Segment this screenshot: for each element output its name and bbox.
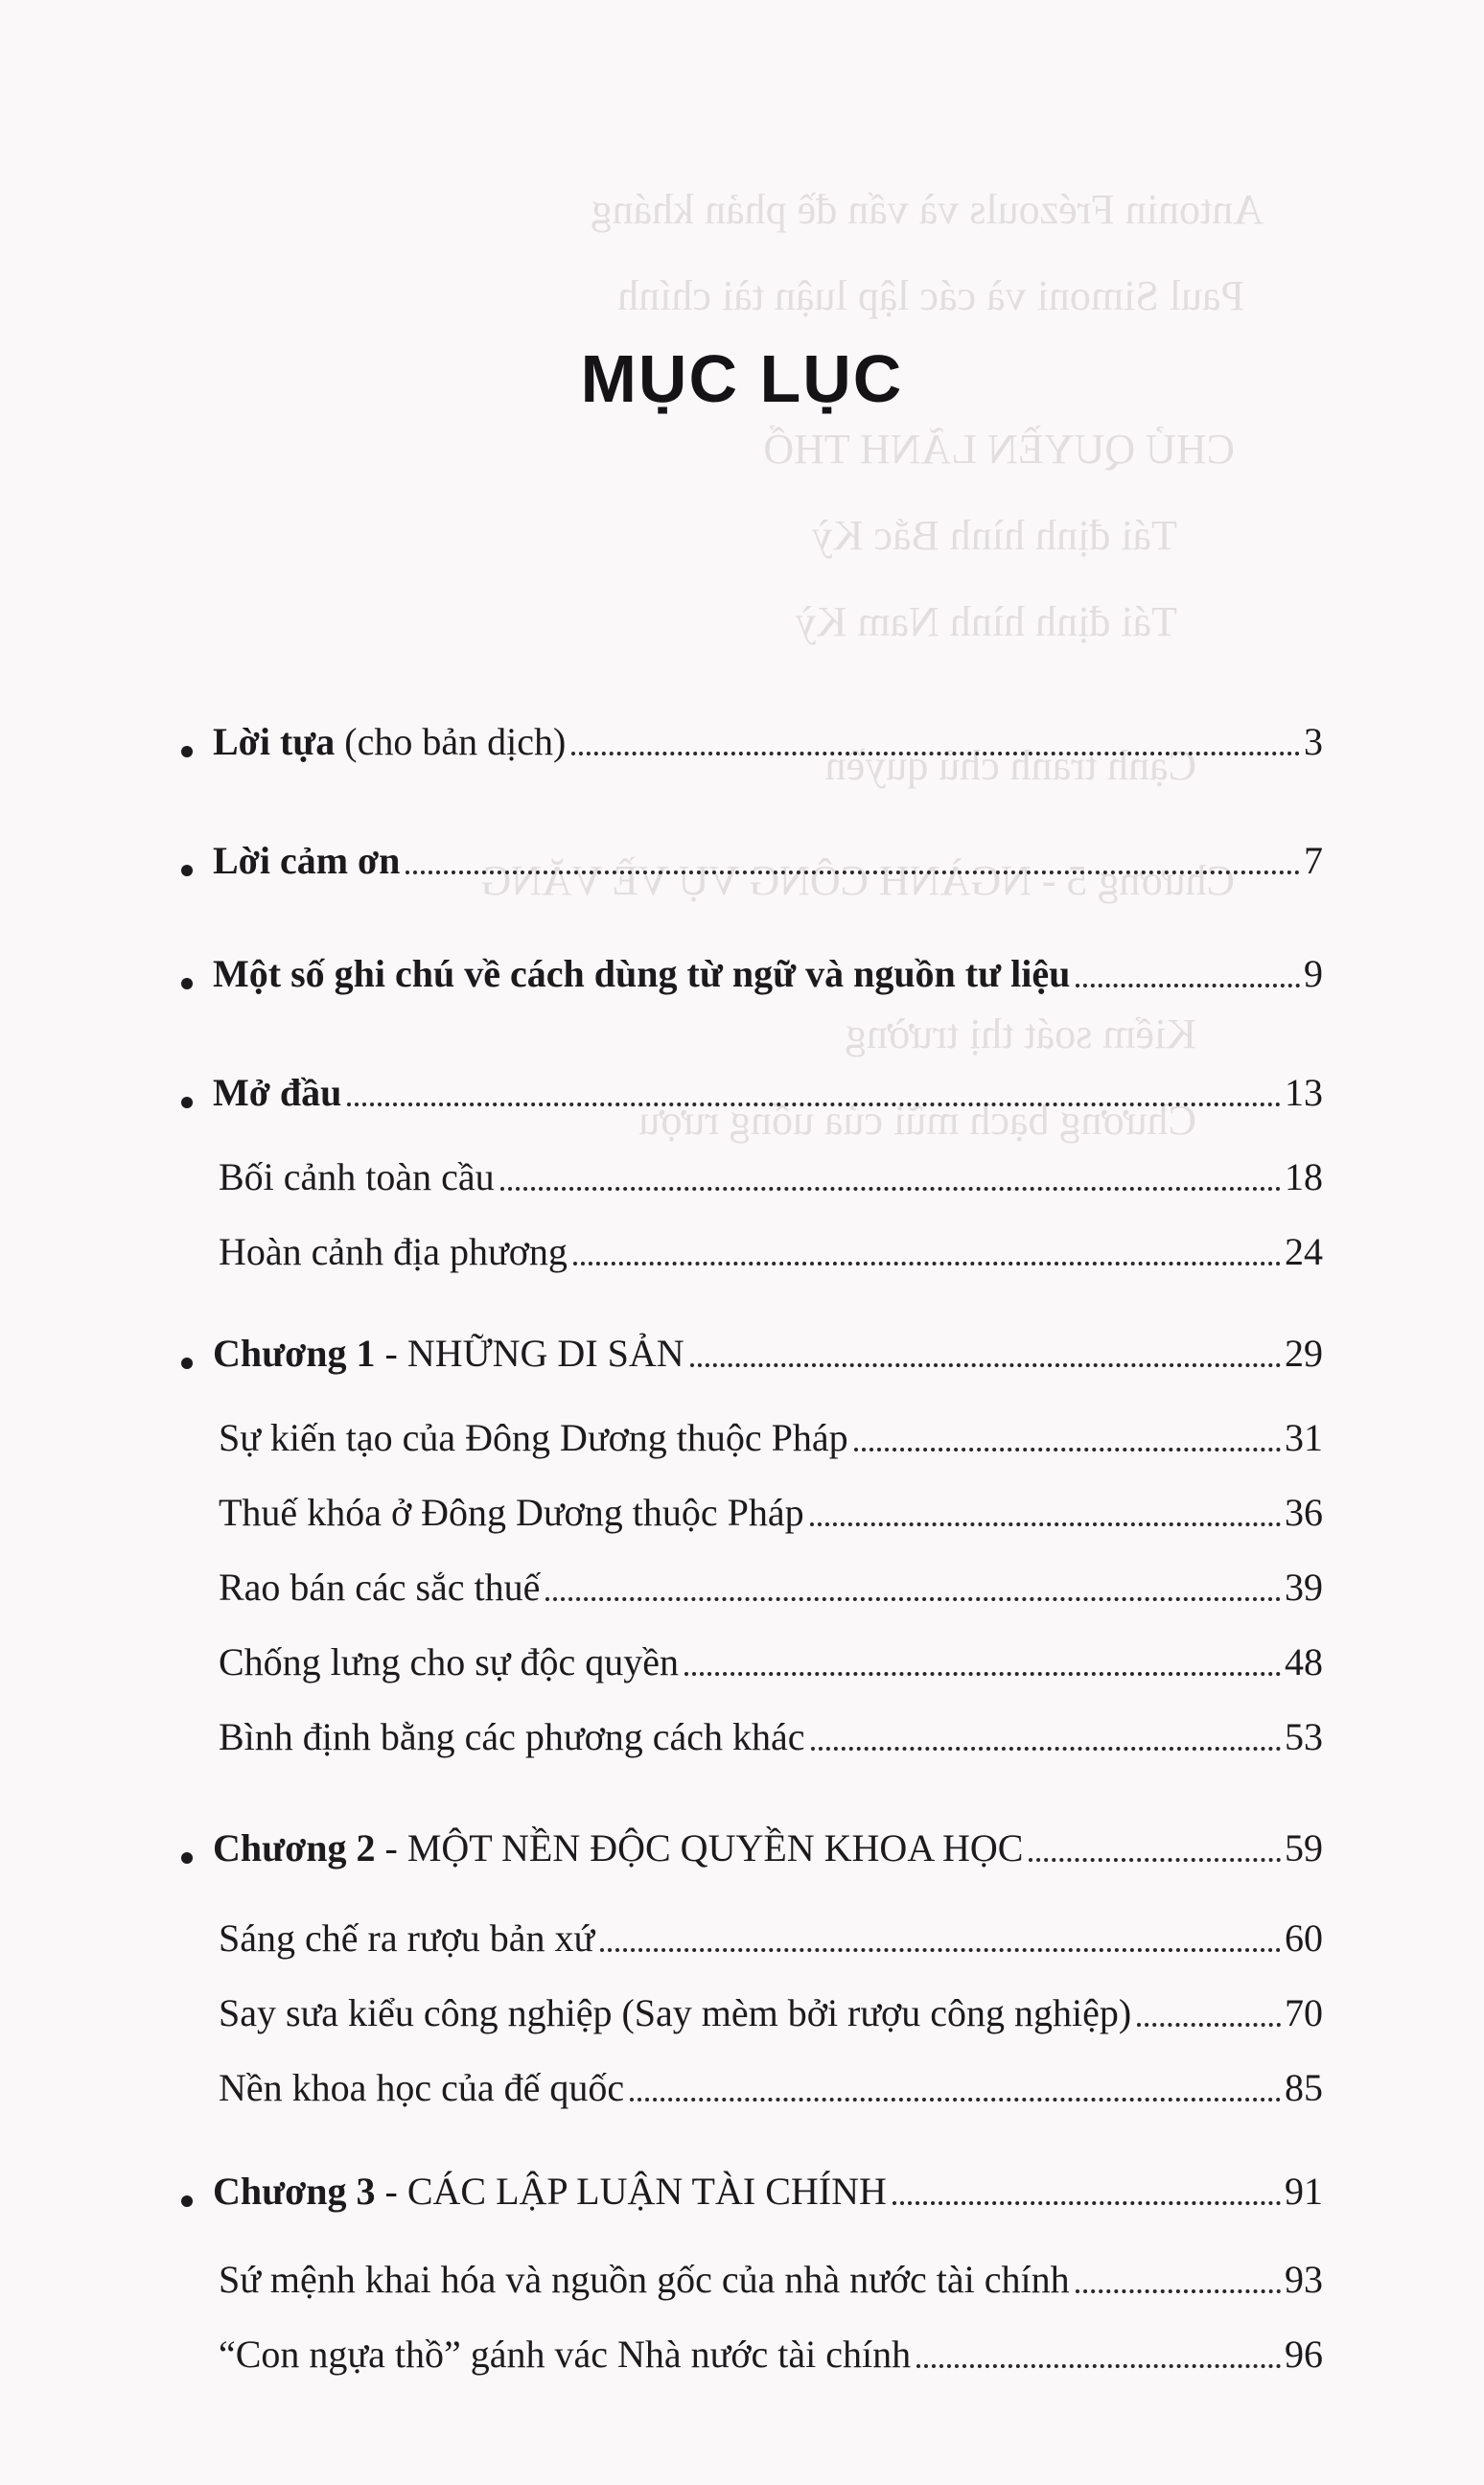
entry-label: Sứ mệnh khai hóa và nguồn gốc của nhà nước tài chính — [219, 2258, 1070, 2301]
entry-label: Lời cảm ơn — [213, 839, 401, 882]
toc-subentry — [219, 2054, 1323, 2111]
toc-subentry — [219, 2320, 1323, 2378]
toc-entry — [213, 1058, 1323, 1116]
entry-label: Sáng chế ra rượu bản xứ — [219, 1916, 595, 1960]
entry-label: Rao bán các sắc thuế — [219, 1566, 541, 1609]
entry-label: Say sưa kiểu công nghiệp (Say mèm bởi rượu công nghiệp) — [219, 1991, 1132, 2034]
entry-page: 93 — [1285, 2258, 1323, 2301]
entry-label: Hoàn cảnh địa phương — [219, 1230, 568, 1273]
page-title: MỤC LỤC — [580, 341, 904, 416]
entry-label: Chống lưng cho sự độc quyền — [219, 1640, 679, 1684]
leader-dots — [1076, 2289, 1281, 2293]
leader-dots — [545, 1597, 1281, 1601]
leader-dots — [893, 2201, 1281, 2205]
entry-page: 96 — [1285, 2333, 1323, 2376]
toc-entry — [213, 1814, 1323, 1871]
toc-subentry — [219, 1143, 1323, 1200]
bullet-icon — [181, 865, 193, 876]
leader-dots — [810, 1522, 1281, 1526]
entry-page: 7 — [1304, 839, 1323, 882]
entry-page: 60 — [1285, 1916, 1323, 1960]
toc-subentry — [219, 1628, 1323, 1685]
leader-dots — [406, 871, 1300, 874]
leader-dots — [1076, 984, 1300, 987]
entry-label: Nền khoa học của đế quốc — [219, 2066, 625, 2109]
toc-entry — [213, 1319, 1323, 1377]
toc-entry — [213, 826, 1323, 884]
leader-dots — [916, 2364, 1281, 2368]
entry-label: Thuế khóa ở Đông Dương thuộc Pháp — [219, 1491, 804, 1534]
entry-label: Chương 3 - CÁC LẬP LUẬN TÀI CHÍNH — [213, 2170, 887, 2213]
leader-dots — [1137, 2023, 1281, 2027]
leader-dots — [811, 1747, 1281, 1751]
leader-dots — [684, 1672, 1281, 1676]
entry-page: 36 — [1285, 1491, 1323, 1534]
entry-label: Chương 2 - MỘT NỀN ĐỘC QUYỀN KHOA HỌC — [213, 1826, 1024, 1870]
leader-dots — [854, 1448, 1281, 1452]
entry-page: 53 — [1285, 1715, 1323, 1758]
entry-page: 85 — [1285, 2066, 1323, 2109]
entry-page: 13 — [1285, 1071, 1323, 1114]
entry-page: 24 — [1285, 1230, 1323, 1273]
entry-page: 9 — [1304, 952, 1323, 995]
leader-dots — [571, 752, 1300, 755]
entry-label: Sự kiến tạo của Đông Dương thuộc Pháp — [219, 1416, 848, 1459]
toc-subentry — [219, 1979, 1323, 2036]
entry-page: 3 — [1304, 720, 1323, 763]
entry-label: Một số ghi chú về cách dùng từ ngữ và nguồn tư liệu — [213, 952, 1071, 995]
bullet-icon — [181, 978, 193, 989]
entry-label: “Con ngựa thồ” gánh vác Nhà nước tài chính — [219, 2333, 912, 2376]
leader-dots — [690, 1363, 1281, 1367]
entry-page: 39 — [1285, 1566, 1323, 1609]
entry-page: 31 — [1285, 1416, 1323, 1459]
entry-page: 29 — [1285, 1332, 1323, 1375]
leader-dots — [500, 1187, 1281, 1191]
entry-label: Mở đầu — [213, 1071, 342, 1114]
leader-dots — [347, 1103, 1281, 1106]
entry-page: 91 — [1285, 2170, 1323, 2213]
entry-label: Chương 1 - NHỮNG DI SẢN — [213, 1332, 684, 1375]
toc-subentry — [219, 1478, 1323, 1536]
entry-page: 70 — [1285, 1991, 1323, 2034]
entry-label: Bối cảnh toàn cầu — [219, 1155, 495, 1198]
bullet-icon — [181, 1097, 193, 1108]
toc-subentry — [219, 1218, 1323, 1275]
entry-page: 59 — [1285, 1826, 1323, 1870]
toc-subentry — [219, 2245, 1323, 2303]
toc-subentry — [219, 1404, 1323, 1461]
toc-subentry — [219, 1904, 1323, 1962]
toc-entry — [213, 2157, 1323, 2215]
bullet-icon — [181, 1852, 193, 1864]
entry-page: 48 — [1285, 1640, 1323, 1684]
toc-subentry — [219, 1553, 1323, 1611]
bleed-through-text: Antonin Frézouls và vấn đề phản kháng Paul Simoni và các lập luận tài chính CHỦ QUYỀN LÃNH THỔ Tái định hình Bắc Kỳ Tái định hình Nam Kỳ Cạnh tranh chủ quyền Chương 5 - NGÀNH CÔNG VỤ VỀ VĂNG Kiểm soát thị trường Chương bạch mũi của uống rượu — [480, 186, 1264, 1144]
bullet-icon — [181, 1358, 193, 1369]
bullet-icon — [181, 746, 193, 757]
bullet-icon — [181, 2195, 193, 2207]
toc-entry — [213, 940, 1323, 997]
leader-dots — [1029, 1858, 1281, 1862]
entry-label: Bình định bằng các phương cách khác — [219, 1715, 805, 1758]
entry-page: 18 — [1285, 1155, 1323, 1198]
leader-dots — [630, 2098, 1281, 2102]
toc-subentry — [219, 1703, 1323, 1760]
leader-dots — [600, 1948, 1281, 1952]
toc-entry — [213, 708, 1323, 765]
leader-dots — [573, 1262, 1281, 1266]
entry-label: Lời tựa (cho bản dịch) — [213, 720, 567, 763]
